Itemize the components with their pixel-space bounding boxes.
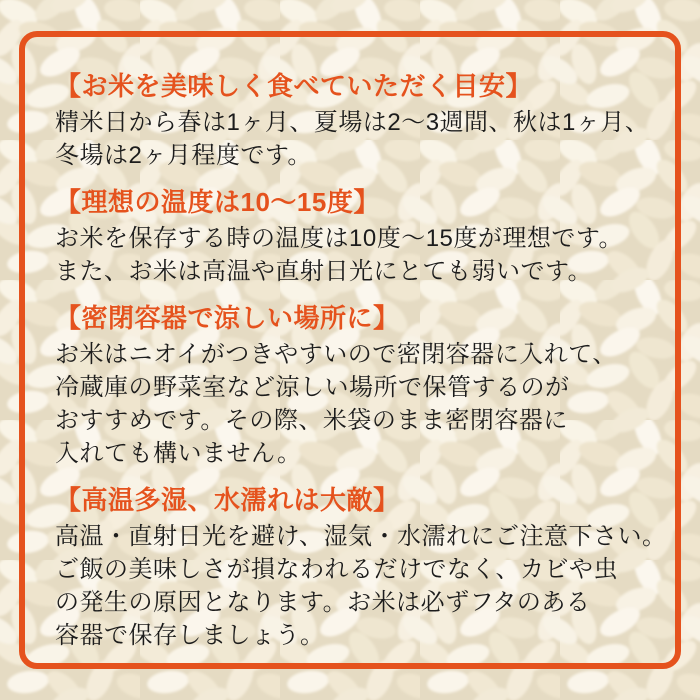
body-line: の発生の原因となります。お米は必ずフタのある (55, 589, 591, 616)
body-line: おすすめです。その際、米袋のまま密閉容器に (55, 407, 568, 434)
section-humidity-warning (55, 483, 667, 652)
body-line: 精米日から春は1ヶ月、夏場は2～3週間、秋は1ヶ月、 (55, 109, 650, 136)
section-sealed-container (55, 301, 655, 470)
section-heading-humidity-warning: 【高温多湿、水濡れは大敵】 (55, 485, 400, 515)
section-heading-sealed-container: 【密閉容器で涼しい場所に】 (55, 303, 400, 333)
body-line: 冷蔵庫の野菜室など涼しい場所で保管するのが (55, 374, 570, 401)
section-tasty-period (55, 69, 655, 172)
body-line: 高温・直射日光を避け、湿気・水濡れにご注意下さい。 (55, 523, 667, 550)
body-line: 容器で保存しましょう。 (55, 622, 325, 649)
section-heading-tasty-period: 【お米を美味しく食べていただく目安】 (55, 71, 533, 101)
body-line: ご飯の美味しさが損なわれるだけでなく、カビや虫 (55, 556, 619, 583)
body-line: また、お米は高温や直射日光にとても弱いです。 (55, 258, 593, 285)
section-ideal-temperature (55, 185, 655, 288)
body-line: お米はニオイがつきやすいので密閉容器に入れて、 (55, 341, 617, 368)
body-line: 冬場は2ヶ月程度です。 (55, 142, 312, 169)
body-line: 入れても構いません。 (55, 440, 302, 467)
section-heading-ideal-temperature: 【理想の温度は10～15度】 (55, 187, 380, 217)
body-line: お米を保存する時の温度は10度～15度が理想です。 (55, 225, 623, 252)
content-area (55, 69, 667, 665)
